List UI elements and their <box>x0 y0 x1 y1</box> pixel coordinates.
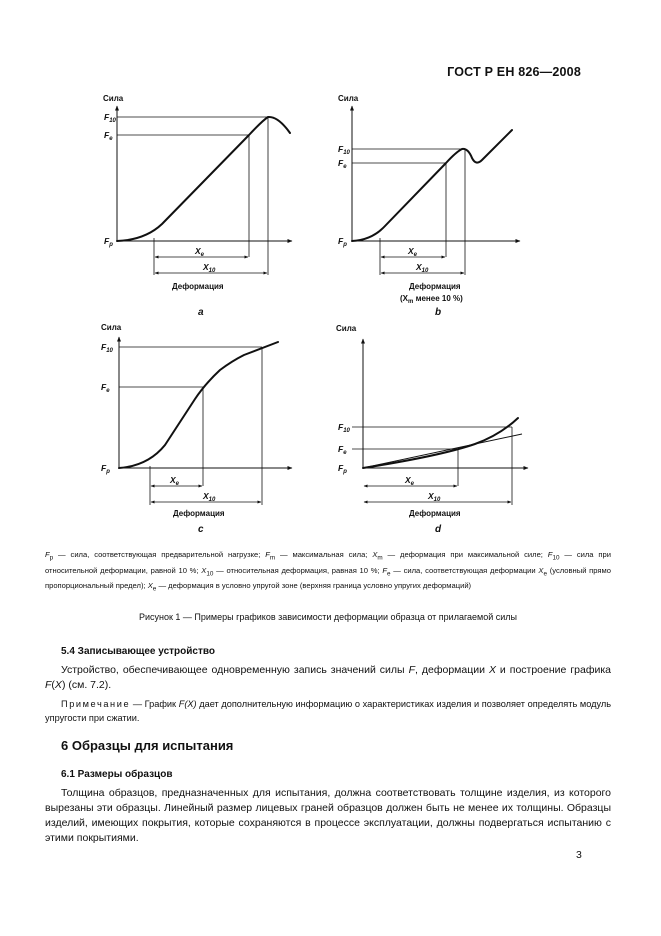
graph-b <box>338 94 520 318</box>
section-6-1-paragraph: Толщина образцов, предназначенных для испытания, должна соответствовать толщине изделия, из которого вырезаны эти образцы. Линейный размер лицевых граней образцов должен быть не менее их толщины. Образцы изделий, имеющих покрытия, которые сохраняются в процессе эксплуатации, должны подвергаться испытанию с этими покрытиями. <box>45 787 611 844</box>
figure-caption: Рисунок 1 — Примеры графиков зависимости деформации образца от прилагаемой силы <box>138 612 518 622</box>
graph-a-x-axis-label: Деформация <box>172 282 224 291</box>
graph-b-y-axis-label: Сила <box>338 94 359 103</box>
graph-d-x-axis-label: Деформация <box>409 509 461 518</box>
graph-b-curve <box>352 130 512 241</box>
graph-a-fp-label: $F_p$ <box>104 236 113 248</box>
graph-a-xe-label: $X_e$ <box>195 246 205 258</box>
graph-d-xe-label: $X_e$ <box>405 475 415 487</box>
graph-d-y-axis-label: Сила <box>336 324 357 333</box>
graph-a-fe-label: $F_e$ <box>104 130 113 142</box>
graph-d-letter: d <box>435 524 442 535</box>
section-5-4-paragraph: Устройство, обеспечивающее одновременную запись значений силы F, деформации X и построение графика F(X) (см. 7.2). <box>45 664 612 691</box>
graph-c-y-axis-label: Сила <box>101 323 122 332</box>
graph-d-curve <box>363 418 518 468</box>
graph-b-x10-label: $X_{10}$ <box>416 262 429 274</box>
graph-a <box>103 94 292 318</box>
graph-b-x-axis-label: Деформация <box>409 282 461 291</box>
document-header: ГОСТ Р ЕН 826—2008 <box>447 65 581 79</box>
figure-legend: $F_p$ — сила, соответствующая предварительной нагрузке; $F_m$ — максимальная сила; $X_m$ — деформация при максимальной силе; $F_{10}$ — сила при относительной деформации, равной 10 %; $X_{10}$ — относительная деформация, равная 10 %; $F_e$ — сила, соответствующая деформации $X_e$ (условный прямо пропорциональный предел); $X_e$ — деформация в условно упругой зоне (верхняя граница условно упругих деформаций) <box>45 550 611 593</box>
graph-a-y-axis-label: Сила <box>103 94 124 103</box>
page-number: 3 <box>576 849 582 861</box>
graph-a-x10-label: $X_{10}$ <box>203 262 216 274</box>
graph-d-tangent <box>363 434 522 468</box>
graph-b-x-axis-note: ($X_m$ менее 10 %) <box>400 294 463 305</box>
graph-b-f10-label: $F_{10}$ <box>338 144 350 156</box>
graph-b-fp-label: $F_p$ <box>338 236 347 248</box>
graph-c-x-axis-label: Деформация <box>173 509 225 518</box>
graph-d-fe-label: $F_e$ <box>338 444 347 456</box>
graph-c-curve <box>119 342 278 468</box>
graph-a-letter: a <box>198 307 204 318</box>
graph-b-fe-label: $F_e$ <box>338 158 347 170</box>
graph-d-f10-label: $F_{10}$ <box>338 422 350 434</box>
section-5-4-note: Примечание — График F(X) дает дополнительную информацию о характеристиках изделия и позволяет определять модуль упругости при сжатии. <box>45 699 612 723</box>
section-6-1-heading: 6.1 Размеры образцов <box>61 769 173 780</box>
section-5-4-heading: 5.4 Записывающее устройство <box>61 646 215 657</box>
graph-b-letter: b <box>435 307 442 318</box>
graph-d-fp-label: $F_p$ <box>338 463 347 475</box>
graph-c-xe-label: $X_e$ <box>170 475 180 487</box>
graph-d-x10-label: $X_{10}$ <box>428 491 441 503</box>
graph-a-curve <box>117 117 290 241</box>
graph-b-xe-label: $X_e$ <box>408 246 418 258</box>
graph-c-x10-label: $X_{10}$ <box>203 491 216 503</box>
graph-c-letter: c <box>198 524 204 535</box>
graph-d <box>336 324 528 535</box>
graph-c-fp-label: $F_p$ <box>101 463 110 475</box>
graph-c-f10-label: $F_{10}$ <box>101 342 113 354</box>
graph-c <box>101 323 292 535</box>
graph-c-fe-label: $F_e$ <box>101 382 110 394</box>
graph-a-f10-label: $F_{10}$ <box>104 112 116 124</box>
section-6-heading: 6 Образцы для испытания <box>61 738 234 753</box>
